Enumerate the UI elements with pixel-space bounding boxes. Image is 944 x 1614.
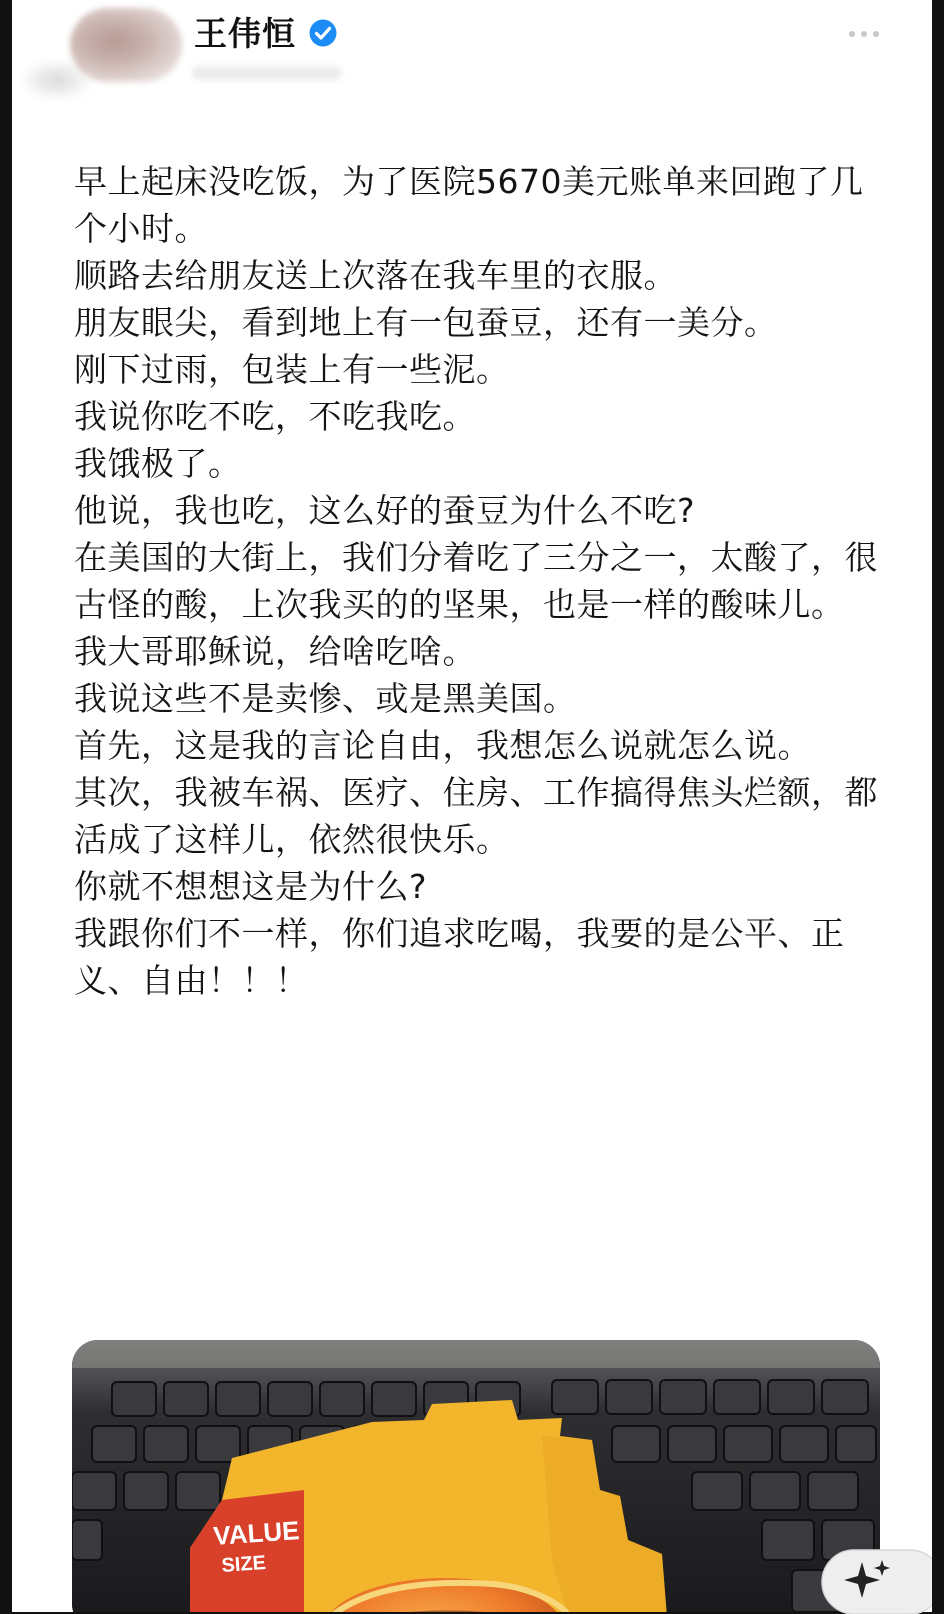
post-line: 我说这些不是卖惨、或是黑美国。: [74, 679, 577, 718]
sparkle-button-icon[interactable]: [812, 1544, 932, 1614]
post-line: 我跟你们不一样，你们追求吃喝，我要的是公平、正义、自由！！！: [74, 914, 845, 1000]
post-line: 在美国的大街上，我们分着吃了三分之一，太酸了，很古怪的酸，上次我买的的坚果，也是一样的酸味儿。: [74, 538, 878, 624]
post-line: 我大哥耶稣说，给啥吃啥。: [74, 632, 476, 671]
post-line: 朋友眼尖，看到地上有一包蚕豆，还有一美分。: [74, 303, 778, 342]
post-header: [12, 0, 932, 110]
post-line: 我饿极了。: [74, 444, 242, 483]
post-line: 首先，这是我的言论自由，我想怎么说就怎么说。: [74, 726, 811, 765]
post-line: 早上起床没吃饭，为了医院5670美元账单来回跑了几个小时。: [74, 162, 864, 248]
post-line: 其次，我被车祸、医疗、住房、工作搞得焦头烂额，都活成了这样儿，依然很快乐。: [74, 773, 878, 859]
more-dots-icon[interactable]: [844, 24, 884, 44]
post-line: 我说你吃不吃，不吃我吃。: [74, 397, 476, 436]
author-name[interactable]: 王伟恒: [194, 14, 296, 53]
avatar[interactable]: [70, 8, 182, 82]
post-card: [12, 0, 932, 1612]
post-line: 顺路去给朋友送上次落在我车里的衣服。: [74, 256, 677, 295]
keyboard-snack-photo: [72, 1340, 880, 1612]
verified-check-icon: [308, 18, 338, 48]
post-line: 你就不想想这是为什么?: [74, 867, 428, 906]
blurred-meta: [192, 66, 342, 80]
package-label: SIZE: [220, 1551, 267, 1577]
post-image[interactable]: [72, 1340, 880, 1612]
post-text: [74, 158, 894, 1004]
package-label: VALUE: [212, 1515, 301, 1551]
post-line: 刚下过雨，包装上有一些泥。: [74, 350, 510, 389]
post-line: 他说，我也吃，这么好的蚕豆为什么不吃?: [74, 491, 696, 530]
